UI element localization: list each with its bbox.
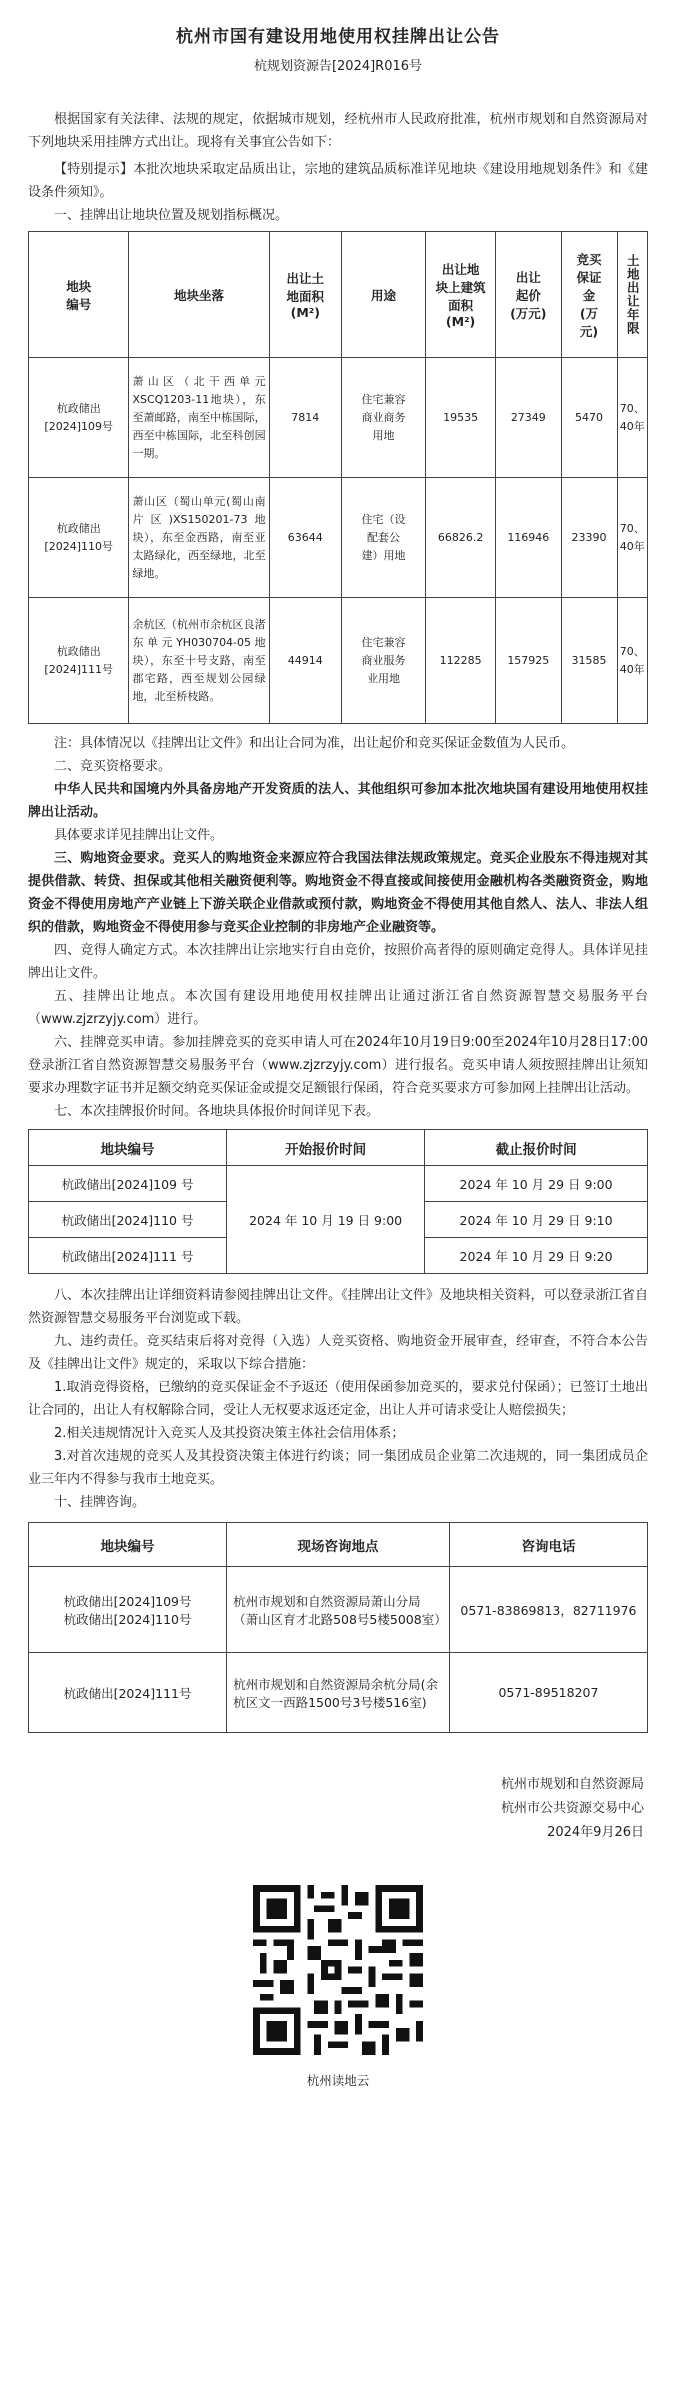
plot-id: 杭政储出 [2024]109号 [29,358,129,478]
section-10-heading: 十、挂牌咨询。 [54,1495,146,1510]
header-start-price: 出让 起价 (万元) [496,232,561,358]
plot-location: 余杭区（杭州市余杭区良渚东单元YH030704-05地块），东至十号支路，南至郡宅路，西至规划公园绿地，北至桥枝路。 [129,598,269,724]
consult-place: 杭州市规划和自然资源局萧山分局（萧山区育才北路508号5楼5008室） [227,1567,450,1653]
header-use: 用途 [341,232,425,358]
section-9-liability: 九、违约责任。竞买结束后将对竞得（入选）人竞买资格、购地资金开展审查，经审查，不符合本公告及《挂牌出让文件》规定的，采取以下综合措施： [28,1334,648,1372]
issue-date: 2024年9月26日 [547,1825,644,1840]
plot-area: 7814 [269,358,341,478]
plot-deposit: 31585 [561,598,617,724]
plot-id: 杭政储出 [2024]111号 [29,598,129,724]
consultation-table [28,1522,648,1733]
plot-id: 杭政储出[2024]109 号 [29,1166,227,1202]
header-plot-id: 地块编号 [29,1130,227,1166]
plot-lease-years: 70、 40年 [617,358,647,478]
plot-start-price: 27349 [496,358,561,478]
bid-time-table [28,1129,648,1274]
section-6-application: 六、挂牌竞买申请。参加挂牌竞买的竞买申请人可在2024年10月19日9:00至2024年10月28日17:00登录浙江省自然资源智慧交易服务平台（www.zjzrzyjy.com）进行报名。竞买申请人须按照挂牌出让须知要求办理数字证书并足额交纳竞买保证金或提交足额银行保函，符合竞买要求方可参加网上挂牌出让活动。 [28,1035,648,1096]
page-title: 杭州市国有建设用地使用权挂牌出让公告 [176,27,500,47]
header-area: 出让土 地面积 (M²) [269,232,341,358]
section-8-documents: 八、本次挂牌出让详细资料请参阅挂牌出让文件。《挂牌出让文件》及地块相关资料，可以登录浙江省自然资源智慧交易服务平台浏览或下载。 [28,1288,648,1326]
plot-id: 杭政储出[2024]110 号 [29,1202,227,1238]
plot-use: 住宅（设 配套公 建）用地 [341,478,425,598]
table-row [29,478,648,598]
plot-use: 住宅兼容 商业商务 用地 [341,358,425,478]
table-row [29,1567,648,1653]
plot-use: 住宅兼容 商业服务 业用地 [341,598,425,724]
plot-location: 萧山区（蜀山单元(蜀山南片区)XS150201-73地块），东至金西路，南至亚太路绿化，西至绿地，北至绿地。 [129,478,269,598]
signature-block [28,1773,648,1845]
plot-building-area: 66826.2 [426,478,496,598]
qr-caption: 杭州读地云 [306,2073,370,2088]
consult-phone: 0571-89518207 [449,1653,647,1733]
plot-start-price: 116946 [496,478,561,598]
consult-place: 杭州市规划和自然资源局余杭分局(余杭区文一西路1500号3号楼516室) [227,1653,450,1733]
section-7-heading: 七、本次挂牌报价时间。各地块具体报价时间详见下表。 [54,1104,380,1119]
table-note: 注：具体情况以《挂牌出让文件》和出让合同为准，出让起价和竞买保证金数值为人民币。 [54,736,575,751]
intro-paragraph: 根据国家有关法律、法规的规定，依据城市规划，经杭州市人民政府批准，杭州市规划和自然资源局对下列地块采用挂牌方式出让。现将有关事宜公告如下： [28,112,648,150]
header-end-time: 截止报价时间 [425,1130,648,1166]
issuer-org-2: 杭州市公共资源交易中心 [500,1801,644,1816]
header-building-area: 出让地 块上建筑 面积 (M²) [426,232,496,358]
document-number: 杭规划资源告[2024]R016号 [253,59,423,74]
section-2-detail: 具体要求详见挂牌出让文件。 [54,828,224,843]
plot-area: 63644 [269,478,341,598]
plot-id: 杭政储出[2024]109号 杭政储出[2024]110号 [29,1567,227,1653]
section-3-funding: 三、购地资金要求。竞买人的购地资金来源应符合我国法律法规政策规定。竞买企业股东不得违规对其提供借款、转贷、担保或其他相关融资便利等。购地资金不得直接或间接使用金融机构各类融资资金，购地资金不得使用房地产产业链上下游关联企业借款或预付款，购地资金不得使用其他自然人、法人、非法人组织的借款，购地资金不得使用参与竞买企业控制的非房地产企业融资等。 [28,851,648,935]
plot-lease-years: 70、 40年 [617,598,647,724]
plot-id: 杭政储出[2024]111号 [29,1653,227,1733]
section-4-winner: 四、竞得人确定方式。本次挂牌出让宗地实行自由竞价，按照价高者得的原则确定竞得人。具体详见挂牌出让文件。 [28,943,648,981]
section-5-venue: 五、挂牌出让地点。本次国有建设用地使用权挂牌出让通过浙江省自然资源智慧交易服务平台（www.zjzrzyjy.com）进行。 [28,989,648,1027]
plot-start-price: 157925 [496,598,561,724]
header-phone: 咨询电话 [449,1523,647,1567]
plot-location: 萧山区（北干西单元XSCQ1203-11地块），东至萧邮路，南至中栋国际，西至中栋国际，北至科创园一期。 [129,358,269,478]
issuer-org-1: 杭州市规划和自然资源局 [500,1777,644,1792]
end-time: 2024 年 10 月 29 日 9:10 [425,1202,648,1238]
section-2-heading: 二、竞买资格要求。 [54,759,172,774]
section-1-heading: 一、挂牌出让地块位置及规划指标概况。 [54,208,289,223]
section-9-item-1: 1.取消竞得资格，已缴纳的竞买保证金不予返还（使用保函参加竞买的，要求兑付保函）；已签订土地出让合同的，出让人有权解除合同，受让人无权要求返还定金，出让人并可请求受让人赔偿损失； [28,1380,648,1418]
plot-building-area: 19535 [426,358,496,478]
header-deposit: 竞买 保证 金 (万 元) [561,232,617,358]
table-row [29,1166,648,1202]
plot-deposit: 23390 [561,478,617,598]
header-plot-id: 地块编号 [29,1523,227,1567]
header-plot-id: 地块 编号 [29,232,129,358]
section-9-item-2: 2.相关违规情况计入竞买人及其投资决策主体社会信用体系； [54,1426,405,1441]
end-time: 2024 年 10 月 29 日 9:20 [425,1238,648,1274]
header-start-time: 开始报价时间 [227,1130,425,1166]
table-row [29,598,648,724]
plot-deposit: 5470 [561,358,617,478]
special-tip: 【特别提示】本批次地块采取定品质出让，宗地的建筑品质标准详见地块《建设用地规划条件》和《建设条件须知》。 [28,162,648,200]
plot-id: 杭政储出 [2024]110号 [29,478,129,598]
section-9-item-3: 3.对首次违规的竞买人及其投资决策主体进行约谈；同一集团成员企业第二次违规的，同一集团成员企业三年内不得参与我市土地竞买。 [28,1449,648,1487]
table-row [29,1653,648,1733]
plot-lease-years: 70、 40年 [617,478,647,598]
start-time: 2024 年 10 月 19 日 9:00 [227,1166,425,1274]
plot-id: 杭政储出[2024]111 号 [29,1238,227,1274]
plot-info-table [28,231,648,724]
end-time: 2024 年 10 月 29 日 9:00 [425,1166,648,1202]
plot-building-area: 112285 [426,598,496,724]
header-place: 现场咨询地点 [227,1523,450,1567]
plot-area: 44914 [269,598,341,724]
qr-code-icon[interactable] [253,1885,423,2059]
header-lease-years: 土地出让年限 [617,232,647,358]
header-location: 地块坐落 [129,232,269,358]
table-row [29,358,648,478]
consult-phone: 0571-83869813，82711976 [449,1567,647,1653]
section-2-qualification: 中华人民共和国境内外具备房地产开发资质的法人、其他组织可参加本批次地块国有建设用地使用权挂牌出让活动。 [28,782,648,820]
